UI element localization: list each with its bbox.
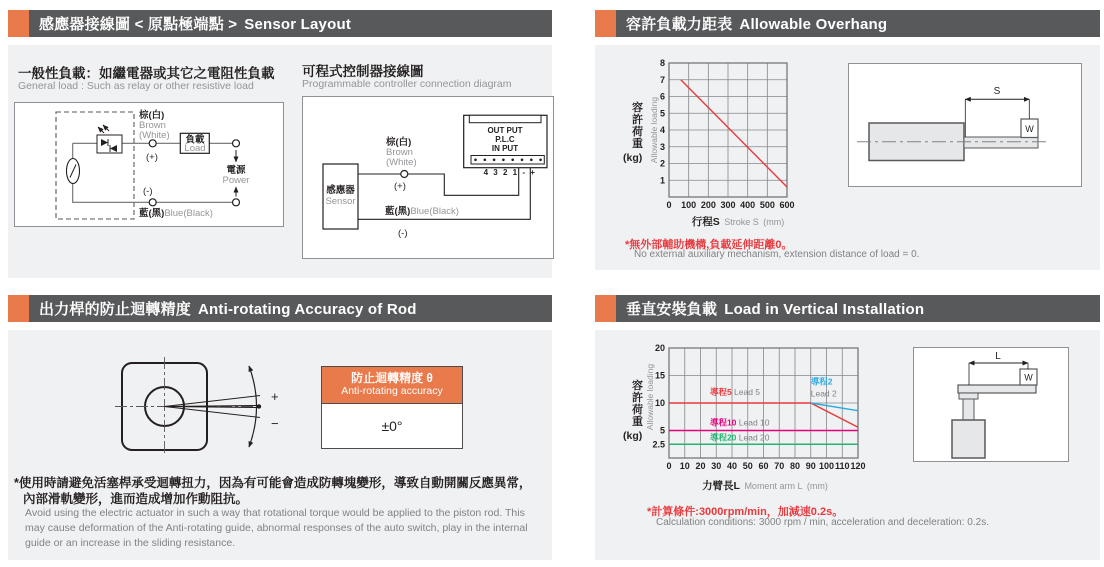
minus-label: (-): [398, 228, 408, 239]
overhang-note-en: No external auxiliary mechanism, extension distance of load = 0.: [634, 249, 920, 260]
anti-rotating-accuracy-header: [322, 367, 462, 404]
section-header-sensor-layout: [8, 10, 552, 37]
cylinder-body: [952, 420, 985, 458]
general-load-heading-en: General load : Such as relay or other resistive load: [18, 80, 254, 92]
allowable-overhang-panel: [595, 45, 1100, 270]
section-title-zh: 感應器接線圖 < 原點極端點 >: [39, 16, 238, 33]
overhang-mechanical-drawing: [849, 64, 1079, 184]
section-title: [626, 13, 887, 34]
terminal-power-plus: [233, 140, 240, 147]
accent-square: [8, 295, 29, 322]
sensor-layout-panel: [8, 45, 552, 278]
y-tick-label: 3: [659, 141, 665, 152]
y-tick-label: 20: [654, 343, 665, 353]
series-label: 導程5 Lead 5: [709, 386, 761, 397]
series-line: [681, 80, 787, 187]
minus-rotation-label: −: [271, 416, 279, 431]
terminal-strip: [471, 156, 544, 165]
sensor-label-zh: 感應器: [326, 185, 355, 196]
y-axis-unit: (kg): [623, 152, 643, 164]
x-tick-label: 600: [779, 200, 795, 210]
anti-rotating-diagram: [113, 355, 293, 490]
blue-wire-label-en: Blue(Black): [410, 206, 459, 217]
rotation-pivot-dot: [257, 404, 261, 408]
white-wire-label-en: (White): [386, 157, 417, 168]
overhang-drawing-box: [848, 63, 1082, 187]
section-title-en: Load in Vertical Installation: [724, 301, 925, 318]
x-tick-label: 400: [740, 200, 756, 210]
terminal-plus: [401, 171, 408, 178]
x-tick-label: 200: [700, 200, 716, 210]
section-title-zh: 出力桿的防止迴轉精度: [39, 301, 192, 318]
accuracy-box-title-en: Anti-rotating accuracy: [341, 385, 443, 397]
x-tick-label: 0: [666, 200, 672, 210]
vertical-load-chart: [650, 340, 890, 475]
section-header-allowable-overhang: [595, 10, 1100, 37]
svg-text:藍(黑)Blue(Black): [385, 205, 459, 217]
y-tick-label: 5: [659, 425, 665, 436]
anti-rotating-accuracy-box: [321, 366, 463, 449]
series-label: Lead 2: [810, 388, 837, 399]
arm: [958, 385, 1036, 393]
terminal-minus: [149, 199, 156, 206]
white-wire-label-en: (White): [139, 130, 170, 141]
accent-square: [595, 295, 616, 322]
accent-square: [8, 10, 29, 37]
blue-wire-label-en: Blue(Black): [164, 208, 213, 219]
y-tick-label: 2.5: [652, 439, 665, 450]
accent-square: [595, 10, 616, 37]
blue-wire-label-zh: 藍(黑): [139, 208, 165, 219]
x-tick-label: 70: [774, 461, 785, 471]
x-axis-label-en: Moment arm L: [744, 481, 803, 491]
stroke-dimension-label: S: [993, 86, 1001, 97]
plc-heading-en: Programmable controller connection diagram: [302, 78, 512, 90]
section-title: [39, 298, 417, 319]
sensor-label-en: Sensor: [325, 196, 356, 207]
x-axis-unit: (mm): [763, 217, 785, 227]
vertical-load-panel: [595, 330, 1100, 560]
svg-text:藍(黑)Blue(Black): [139, 207, 213, 219]
section-header-vertical-load: [595, 295, 1100, 322]
caution-note-zh-line1: *使用時請避免活塞桿承受迴轉扭力，因為有可能會造成防轉塊變形，導致自動開關反應異常，: [14, 476, 532, 490]
plc-circuit-diagram: [303, 97, 553, 258]
power-label-en: Power: [222, 175, 250, 186]
section-title: [626, 298, 924, 319]
plc-name-label: P.L.C: [495, 135, 515, 144]
vertical-drawing-box: [913, 347, 1069, 462]
section-title-en: Sensor Layout: [244, 16, 352, 33]
y-tick-label: 5: [659, 108, 665, 119]
plc-input-label: IN PUT: [491, 144, 519, 153]
x-tick-label: 120: [850, 461, 866, 471]
anti-rotating-panel: [8, 330, 552, 560]
x-axis-label-zh: 力臂長L: [702, 480, 740, 492]
y-tick-label: 15: [654, 370, 665, 381]
x-tick-label: 10: [679, 461, 690, 471]
section-title: [39, 13, 351, 34]
terminal-power-minus: [233, 199, 240, 206]
x-tick-label: 110: [834, 461, 850, 471]
section-title-zh: 容許負載力距表: [626, 16, 733, 33]
x-tick-label: 20: [695, 461, 706, 471]
led-emission-arrow: [103, 125, 109, 131]
led-emission-arrow: [98, 127, 104, 133]
power-label-zh: 電源: [226, 165, 246, 176]
x-axis-label-zh: 行程S: [691, 216, 720, 228]
series-label: 導程10 Lead 10: [709, 417, 770, 428]
y-tick-label: 6: [659, 91, 665, 102]
general-load-circuit-diagram: [15, 103, 283, 226]
blue-wire-label-zh: 藍(黑): [385, 206, 411, 217]
x-tick-label: 300: [720, 200, 736, 210]
general-load-heading-zh: 一般性負載：如繼電器或其它之電阻性負載: [18, 66, 275, 81]
caution-note-zh-line2: 內部滑軌變形，進而造成增加作動阻抗。: [23, 492, 249, 506]
y-axis-label-en: Allowable loading: [649, 96, 659, 164]
plc-output-label: OUT PUT: [487, 126, 523, 135]
x-axis-unit: (mm): [806, 481, 828, 491]
series-label: 導程20 Lead 20: [709, 432, 770, 443]
load-label-zh: 負載: [185, 134, 205, 146]
plc-top-tab: [469, 115, 541, 122]
arm-dimension-label: L: [995, 351, 1001, 362]
y-tick-label: 4: [659, 125, 665, 135]
y-axis-label-zh: 容許荷重: [632, 102, 643, 150]
y-tick-label: 1: [659, 175, 665, 186]
load-w-label: W: [1024, 372, 1033, 383]
y-tick-label: 7: [659, 74, 665, 85]
plus-rotation-label: +: [271, 389, 279, 404]
plc-diagram-box: [302, 96, 554, 259]
x-tick-label: 60: [758, 461, 769, 471]
section-title-zh: 垂直安裝負載: [626, 301, 718, 318]
piston-rod: [963, 399, 974, 420]
x-axis-label: [650, 476, 880, 494]
piston-rod: [964, 137, 1038, 148]
y-axis-unit: (kg): [623, 430, 643, 442]
brown-wire-label-zh: 棕(白): [139, 110, 165, 121]
x-axis-label: [653, 212, 823, 230]
x-tick-label: 0: [666, 461, 672, 471]
y-axis-label-zh: 容許荷重: [632, 380, 643, 428]
x-tick-label: 80: [789, 461, 801, 471]
arm-mount: [959, 393, 978, 399]
vertical-note-zh: *計算條件:3000rpm/min，加減速0.2s。: [647, 506, 844, 518]
load-w-label: W: [1025, 124, 1034, 134]
y-tick-label: 2: [659, 158, 665, 169]
minus-label: (-): [143, 186, 153, 197]
x-tick-label: 40: [726, 461, 738, 471]
brown-wire-label-en: Brown: [139, 120, 166, 131]
caution-note-en: Avoid using the electric actuator in such a way that rotational torque would be applied to the piston rod. This may cause deformation of the Anti-rotating guide, abnormal responses of the auto switch, play in the internal guide or an increase in the sliding resistance.: [25, 507, 528, 549]
brown-wire-label-en: Brown: [386, 147, 413, 158]
accuracy-box-title-zh: 防止迴轉精度 θ: [351, 371, 433, 385]
overhang-chart: [653, 53, 818, 215]
general-load-diagram-box: [14, 102, 284, 227]
x-tick-label: 50: [742, 461, 753, 471]
plus-label: (+): [394, 181, 406, 192]
section-title-en: Anti-rotating Accuracy of Rod: [198, 301, 417, 318]
x-tick-label: 100: [681, 200, 697, 210]
x-axis-label-en: Stroke S: [724, 217, 759, 227]
y-tick-label: 8: [659, 58, 665, 68]
vertical-note-en: Calculation conditions: 3000 rpm / min, acceleration and deceleration: 0.2s.: [656, 517, 989, 528]
y-axis-label-en: Allowable loading: [645, 363, 655, 431]
overhang-note-zh: *無外部輔助機構,負載延伸距離0。: [625, 239, 793, 251]
section-header-anti-rotating: [8, 295, 552, 322]
terminal-numbers: 4 3 2 1 - +: [483, 168, 537, 177]
brown-wire-label-zh: 棕(白): [386, 137, 412, 148]
section-title-en: Allowable Overhang: [739, 16, 888, 33]
vertical-mechanical-drawing: [914, 348, 1066, 459]
plus-label: (+): [146, 152, 158, 163]
x-tick-label: 500: [759, 200, 775, 210]
series-label: 導程2: [810, 376, 833, 387]
accuracy-value: ±0°: [381, 418, 403, 434]
y-tick-label: 10: [654, 398, 665, 408]
plc-heading-zh: 可程式控制器接線圖: [302, 64, 424, 79]
x-tick-label: 90: [805, 461, 816, 471]
x-tick-label: 30: [711, 461, 722, 471]
load-label-en: Load: [184, 143, 206, 154]
x-tick-label: 100: [818, 461, 835, 471]
